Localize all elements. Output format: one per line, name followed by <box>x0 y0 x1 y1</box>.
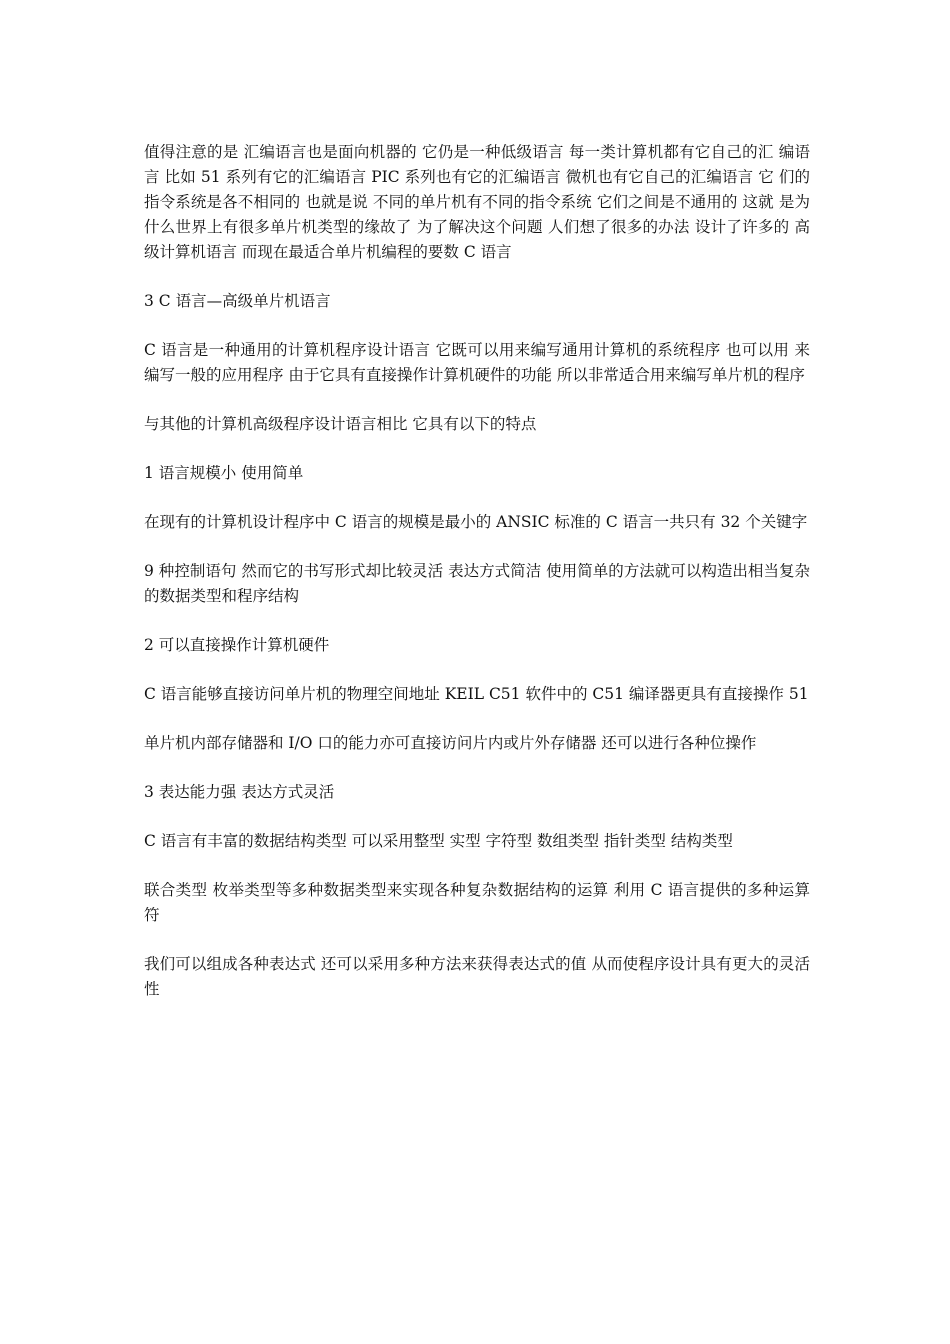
feature-heading-3: 3 表达能力强 表达方式灵活 <box>144 783 335 801</box>
paragraph-memory-io: 单片机内部存储器和 I/O 口的能力亦可直接访问片内或片外存储器 还可以进行各种位操作 <box>144 734 757 752</box>
paragraph-keywords: 在现有的计算机设计程序中 C 语言的规模是最小的 ANSIC 标准的 C 语言一共只有 32 个关键字 <box>144 513 808 531</box>
paragraph-c-intro: C 语言是一种通用的计算机程序设计语言 它既可以用来编写通用计算机的系统程序 也可以用 来编写一般的应用程序 由于它具有直接操作计算机硬件的功能 所以非常适合用来编写单片机的程序 <box>144 341 810 384</box>
paragraph-data-types: C 语言有丰富的数据结构类型 可以采用整型 实型 字符型 数组类型 指针类型 结构类型 <box>144 832 733 850</box>
paragraph-union-enum: 联合类型 枚举类型等多种数据类型来实现各种复杂数据结构的运算 利用 C 语言提供的多种运算符 <box>144 881 810 924</box>
paragraph-hardware-access: C 语言能够直接访问单片机的物理空间地址 KEIL C51 软件中的 C51 编译器更具有直接操作 51 <box>144 685 809 703</box>
feature-heading-2: 2 可以直接操作计算机硬件 <box>144 636 330 654</box>
paragraph-features-intro: 与其他的计算机高级程序设计语言相比 它具有以下的特点 <box>144 415 537 433</box>
paragraph-assembly-note: 值得注意的是 汇编语言也是面向机器的 它仍是一种低级语言 每一类计算机都有它自己的汇 编语言 比如 51 系列有它的汇编语言 PIC 系列也有它的汇编语言 微机也有它自己的汇编语言 它 们的指令系统是各不相同的 也就是说 不同的单片机有不同的指令系统 它们之间是不通用的 这就 是为什么世界上有很多单片机类型的缘故了 为了解决这个问题 人们想了很多的办法 设计了许多的 高级计算机语言 而现在最适合单片机编程的要数 C 语言 <box>144 143 810 261</box>
section-heading-c-language: 3 C 语言—高级单片机语言 <box>144 292 331 310</box>
paragraph-expressions: 我们可以组成各种表达式 还可以采用多种方法来获得表达式的值 从而使程序设计具有更大的灵活性 <box>144 955 810 998</box>
paragraph-control-statements: 9 种控制语句 然而它的书写形式却比较灵活 表达方式简洁 使用简单的方法就可以构造出相当复杂 的数据类型和程序结构 <box>144 562 810 605</box>
document-page <box>144 140 810 1026</box>
feature-heading-1: 1 语言规模小 使用简单 <box>144 464 304 482</box>
